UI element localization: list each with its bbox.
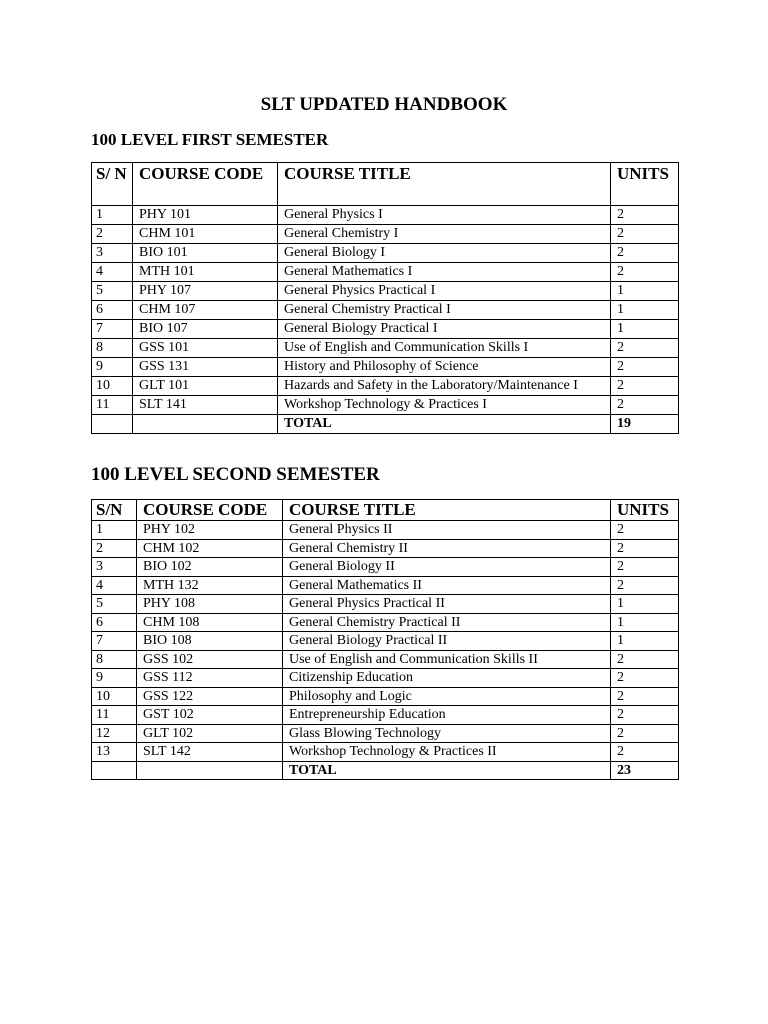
cell-course-code: GSS 101 <box>133 339 278 358</box>
table-header-row <box>92 163 679 206</box>
cell-sn: 2 <box>92 539 137 558</box>
cell-sn <box>92 761 137 780</box>
cell-course-title: General Mathematics I <box>278 263 611 282</box>
total-label: TOTAL <box>283 761 611 780</box>
col-header-course-code: COURSE CODE <box>137 500 283 521</box>
cell-course-title: General Mathematics II <box>283 576 611 595</box>
table-row <box>92 558 679 577</box>
cell-course-code: SLT 142 <box>137 743 283 762</box>
cell-sn: 5 <box>92 595 137 614</box>
cell-units: 2 <box>611 358 679 377</box>
cell-units: 2 <box>611 396 679 415</box>
cell-course-title: General Chemistry I <box>278 225 611 244</box>
table-row <box>92 339 679 358</box>
cell-course-code: BIO 107 <box>133 320 278 339</box>
cell-course-title: General Physics I <box>278 206 611 225</box>
cell-units: 2 <box>611 377 679 396</box>
cell-sn: 7 <box>92 320 133 339</box>
table-row <box>92 244 679 263</box>
col-header-sn: S/N <box>92 500 137 521</box>
first-semester-table <box>91 162 679 434</box>
cell-units: 2 <box>611 687 679 706</box>
table-row <box>92 650 679 669</box>
cell-course-title: General Biology Practical II <box>283 632 611 651</box>
cell-units: 1 <box>611 320 679 339</box>
col-header-units: UNITS <box>611 500 679 521</box>
cell-units: 1 <box>611 282 679 301</box>
cell-course-code <box>137 761 283 780</box>
table-header-row <box>92 500 679 521</box>
total-units: 19 <box>611 415 679 434</box>
cell-course-title: Citizenship Education <box>283 669 611 688</box>
cell-course-code: BIO 101 <box>133 244 278 263</box>
cell-sn: 1 <box>92 521 137 540</box>
col-header-course-code: COURSE CODE <box>133 163 278 206</box>
cell-course-title: Entrepreneurship Education <box>283 706 611 725</box>
cell-course-title: Use of English and Communication Skills II <box>283 650 611 669</box>
cell-sn: 12 <box>92 724 137 743</box>
cell-course-title: Use of English and Communication Skills I <box>278 339 611 358</box>
table-row <box>92 632 679 651</box>
cell-sn: 6 <box>92 301 133 320</box>
cell-course-code: MTH 132 <box>137 576 283 595</box>
cell-course-code: GLT 101 <box>133 377 278 396</box>
cell-units: 2 <box>611 724 679 743</box>
cell-units: 2 <box>611 539 679 558</box>
cell-course-title: General Physics Practical I <box>278 282 611 301</box>
col-header-course-title: COURSE TITLE <box>278 163 611 206</box>
cell-sn: 10 <box>92 377 133 396</box>
cell-sn: 3 <box>92 558 137 577</box>
cell-sn: 9 <box>92 358 133 377</box>
cell-units: 2 <box>611 339 679 358</box>
table-row <box>92 576 679 595</box>
cell-units: 2 <box>611 576 679 595</box>
table-row <box>92 358 679 377</box>
table-row <box>92 396 679 415</box>
col-header-course-title: COURSE TITLE <box>283 500 611 521</box>
cell-course-code: CHM 102 <box>137 539 283 558</box>
cell-course-title: General Physics II <box>283 521 611 540</box>
cell-sn: 10 <box>92 687 137 706</box>
cell-course-title: Workshop Technology & Practices I <box>278 396 611 415</box>
table-row <box>92 687 679 706</box>
table-row <box>92 263 679 282</box>
cell-course-title: General Physics Practical II <box>283 595 611 614</box>
cell-sn: 4 <box>92 576 137 595</box>
cell-course-title: Philosophy and Logic <box>283 687 611 706</box>
second-semester-table <box>91 499 679 780</box>
table-row <box>92 724 679 743</box>
cell-course-code: PHY 107 <box>133 282 278 301</box>
cell-units: 2 <box>611 706 679 725</box>
cell-units: 2 <box>611 263 679 282</box>
cell-course-code: GSS 131 <box>133 358 278 377</box>
cell-units: 1 <box>611 613 679 632</box>
total-units: 23 <box>611 761 679 780</box>
cell-course-title: General Biology Practical I <box>278 320 611 339</box>
cell-course-code: CHM 107 <box>133 301 278 320</box>
col-header-units: UNITS <box>611 163 679 206</box>
cell-units: 1 <box>611 632 679 651</box>
cell-units: 2 <box>611 521 679 540</box>
table-row <box>92 706 679 725</box>
cell-course-title: Workshop Technology & Practices II <box>283 743 611 762</box>
cell-sn: 7 <box>92 632 137 651</box>
cell-sn: 11 <box>92 396 133 415</box>
cell-sn <box>92 415 133 434</box>
table-row <box>92 521 679 540</box>
cell-course-title: General Chemistry Practical II <box>283 613 611 632</box>
cell-course-code: BIO 108 <box>137 632 283 651</box>
cell-course-title: History and Philosophy of Science <box>278 358 611 377</box>
cell-units: 2 <box>611 669 679 688</box>
table-row <box>92 669 679 688</box>
cell-sn: 4 <box>92 263 133 282</box>
cell-course-code: PHY 108 <box>137 595 283 614</box>
cell-sn: 8 <box>92 650 137 669</box>
cell-sn: 11 <box>92 706 137 725</box>
cell-course-title: Glass Blowing Technology <box>283 724 611 743</box>
cell-units: 2 <box>611 558 679 577</box>
table-row <box>92 320 679 339</box>
cell-course-code: CHM 101 <box>133 225 278 244</box>
table-row <box>92 613 679 632</box>
cell-course-code: PHY 102 <box>137 521 283 540</box>
cell-course-code: GLT 102 <box>137 724 283 743</box>
cell-units: 2 <box>611 244 679 263</box>
second-semester-heading: 100 LEVEL SECOND SEMESTER <box>91 464 380 485</box>
cell-course-code: SLT 141 <box>133 396 278 415</box>
total-row <box>92 761 679 780</box>
cell-course-code: CHM 108 <box>137 613 283 632</box>
table-row <box>92 301 679 320</box>
table-row <box>92 282 679 301</box>
table-row <box>92 206 679 225</box>
cell-sn: 3 <box>92 244 133 263</box>
cell-units: 2 <box>611 743 679 762</box>
cell-course-title: Hazards and Safety in the Laboratory/Maintenance I <box>278 377 611 396</box>
cell-units: 1 <box>611 595 679 614</box>
total-row <box>92 415 679 434</box>
first-semester-heading: 100 LEVEL FIRST SEMESTER <box>91 130 329 149</box>
cell-course-code: GSS 122 <box>137 687 283 706</box>
cell-units: 2 <box>611 206 679 225</box>
cell-sn: 6 <box>92 613 137 632</box>
cell-course-code: BIO 102 <box>137 558 283 577</box>
cell-course-code: MTH 101 <box>133 263 278 282</box>
cell-course-title: General Chemistry Practical I <box>278 301 611 320</box>
cell-course-code: GSS 102 <box>137 650 283 669</box>
cell-units: 1 <box>611 301 679 320</box>
table-row <box>92 743 679 762</box>
table-row <box>92 377 679 396</box>
table-row <box>92 225 679 244</box>
cell-sn: 1 <box>92 206 133 225</box>
cell-sn: 8 <box>92 339 133 358</box>
cell-sn: 2 <box>92 225 133 244</box>
col-header-sn: S/ N <box>92 163 133 206</box>
table-row <box>92 595 679 614</box>
cell-sn: 5 <box>92 282 133 301</box>
total-label: TOTAL <box>278 415 611 434</box>
cell-units: 2 <box>611 650 679 669</box>
table-row <box>92 539 679 558</box>
cell-course-code: PHY 101 <box>133 206 278 225</box>
table-body <box>92 521 679 780</box>
page-title: SLT UPDATED HANDBOOK <box>260 94 508 115</box>
cell-course-title: General Biology II <box>283 558 611 577</box>
cell-course-title: General Chemistry II <box>283 539 611 558</box>
cell-units: 2 <box>611 225 679 244</box>
cell-course-code: GSS 112 <box>137 669 283 688</box>
cell-course-code: GST 102 <box>137 706 283 725</box>
cell-course-code <box>133 415 278 434</box>
cell-sn: 9 <box>92 669 137 688</box>
table-body <box>92 206 679 434</box>
cell-sn: 13 <box>92 743 137 762</box>
cell-course-title: General Biology I <box>278 244 611 263</box>
